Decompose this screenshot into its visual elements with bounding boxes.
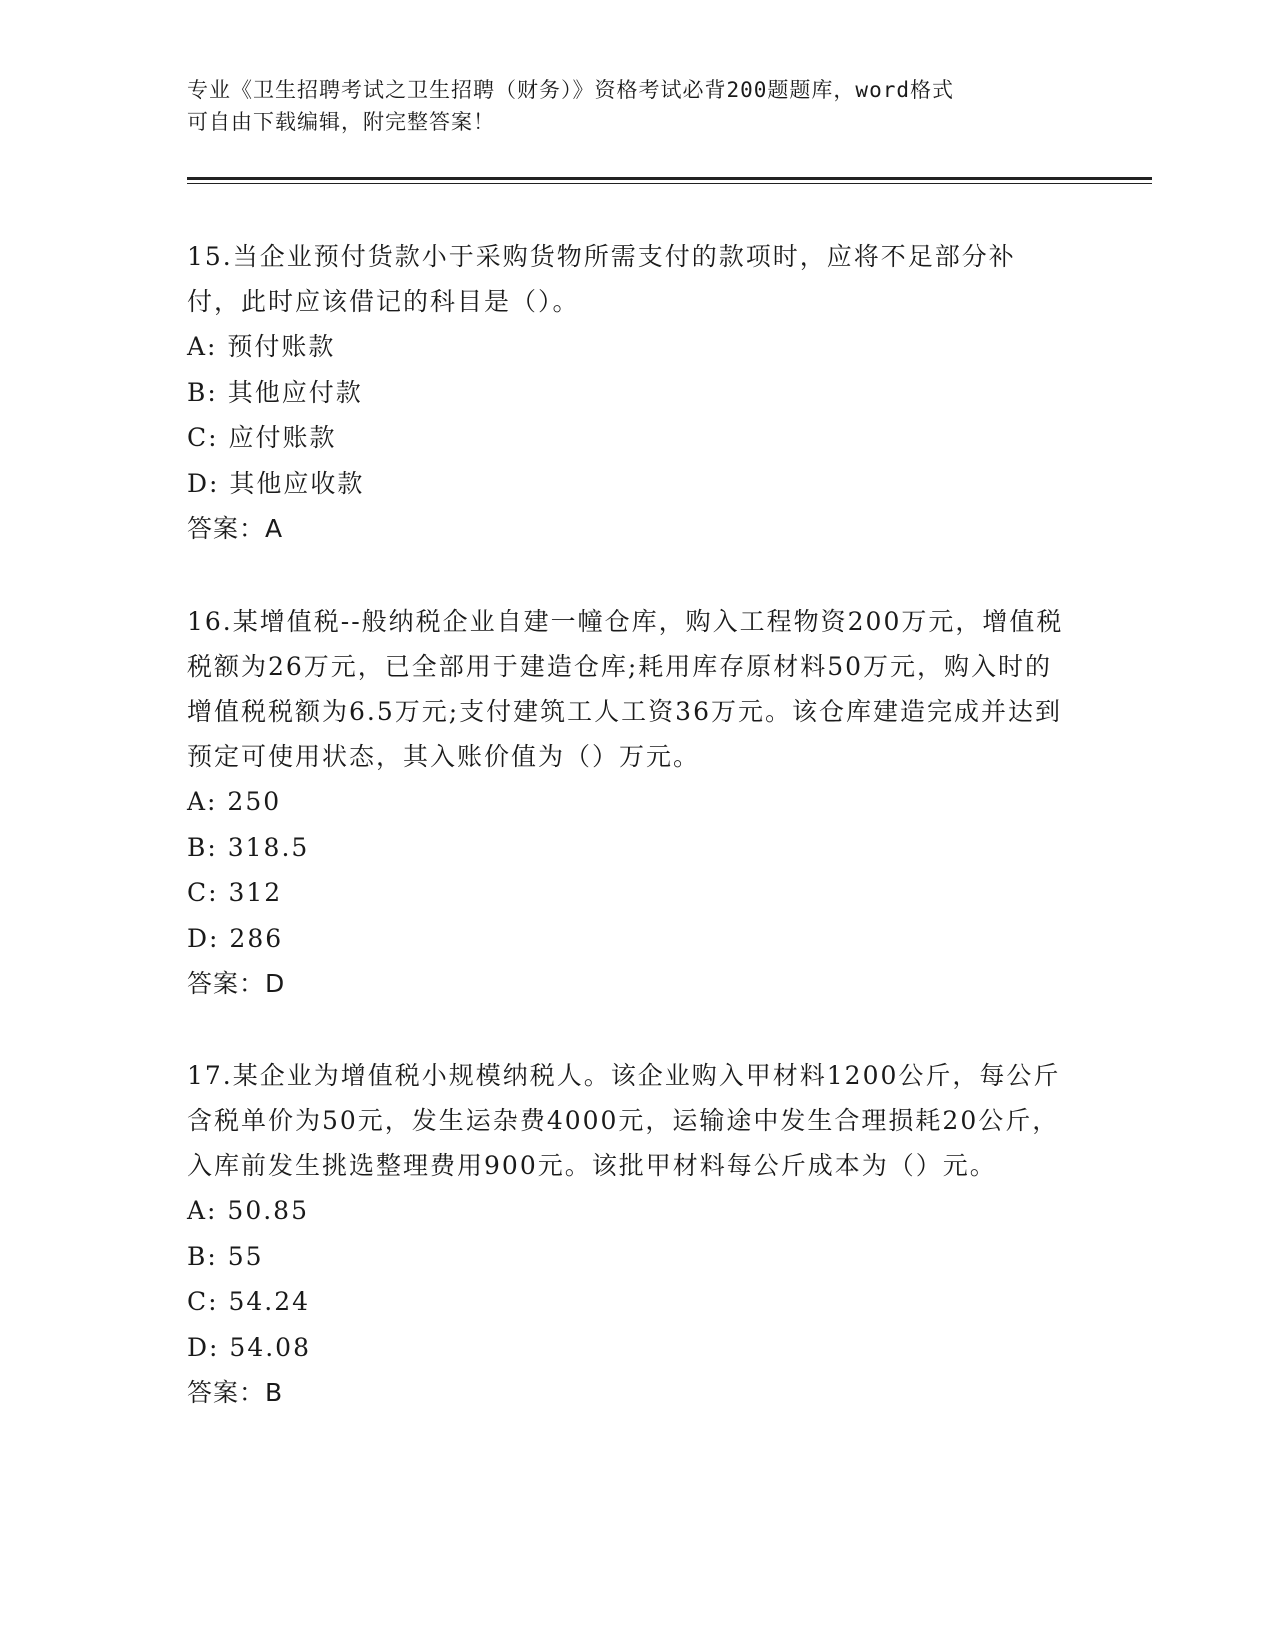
header-line-2: 可自由下载编辑，附完整答案！ — [187, 110, 495, 134]
document-header — [187, 74, 1067, 138]
option-b: B: 318.5 — [187, 832, 310, 862]
answer: 答案：B — [187, 1378, 284, 1407]
option-c: C: 应付账款 — [187, 423, 337, 452]
option-b: B: 55 — [187, 1241, 264, 1271]
header-line-1: 专业《卫生招聘考试之卫生招聘（财务）》资格考试必背200题题库，word格式 — [187, 78, 954, 102]
option-d: D: 54.08 — [187, 1332, 311, 1362]
question-text: 15.当企业预付货款小于采购货物所需支付的款项时，应将不足部分补付，此时应该借记的科目是（）。 — [187, 242, 1016, 316]
option-d: D: 286 — [187, 923, 284, 953]
answer: 答案：D — [187, 969, 286, 998]
question-16 — [187, 599, 1067, 1006]
answer: 答案：A — [187, 514, 284, 543]
option-a: A: 50.85 — [187, 1196, 309, 1225]
question-text: 17.某企业为增值税小规模纳税人。该企业购入甲材料1200公斤，每公斤含税单价为50元，发生运杂费4000元，运输途中发生合理损耗20公斤，入库前发生挑选整理费用900元。该批甲材料每公斤成本为（）元。 — [187, 1061, 1061, 1180]
option-c: C: 312 — [187, 878, 283, 907]
option-a: A: 250 — [187, 787, 282, 816]
header-divider-thin — [187, 183, 1152, 184]
question-15 — [187, 234, 1067, 551]
option-d: D: 其他应收款 — [187, 468, 365, 498]
option-a: A: 预付账款 — [187, 332, 336, 361]
option-c: C: 54.24 — [187, 1287, 311, 1316]
question-text: 16.某增值税--般纳税企业自建一幢仓库，购入工程物资200万元，增值税税额为26万元，已全部用于建造仓库;耗用库存原材料50万元，购入时的增值税税额为6.5万元;支付建筑工人工资36万元。该仓库建造完成并达到预定可使用状态，其入账价值为（）万元。 — [187, 607, 1064, 771]
header-divider-thick — [187, 177, 1152, 180]
question-17 — [187, 1053, 1067, 1415]
option-b: B: 其他应付款 — [187, 377, 363, 407]
